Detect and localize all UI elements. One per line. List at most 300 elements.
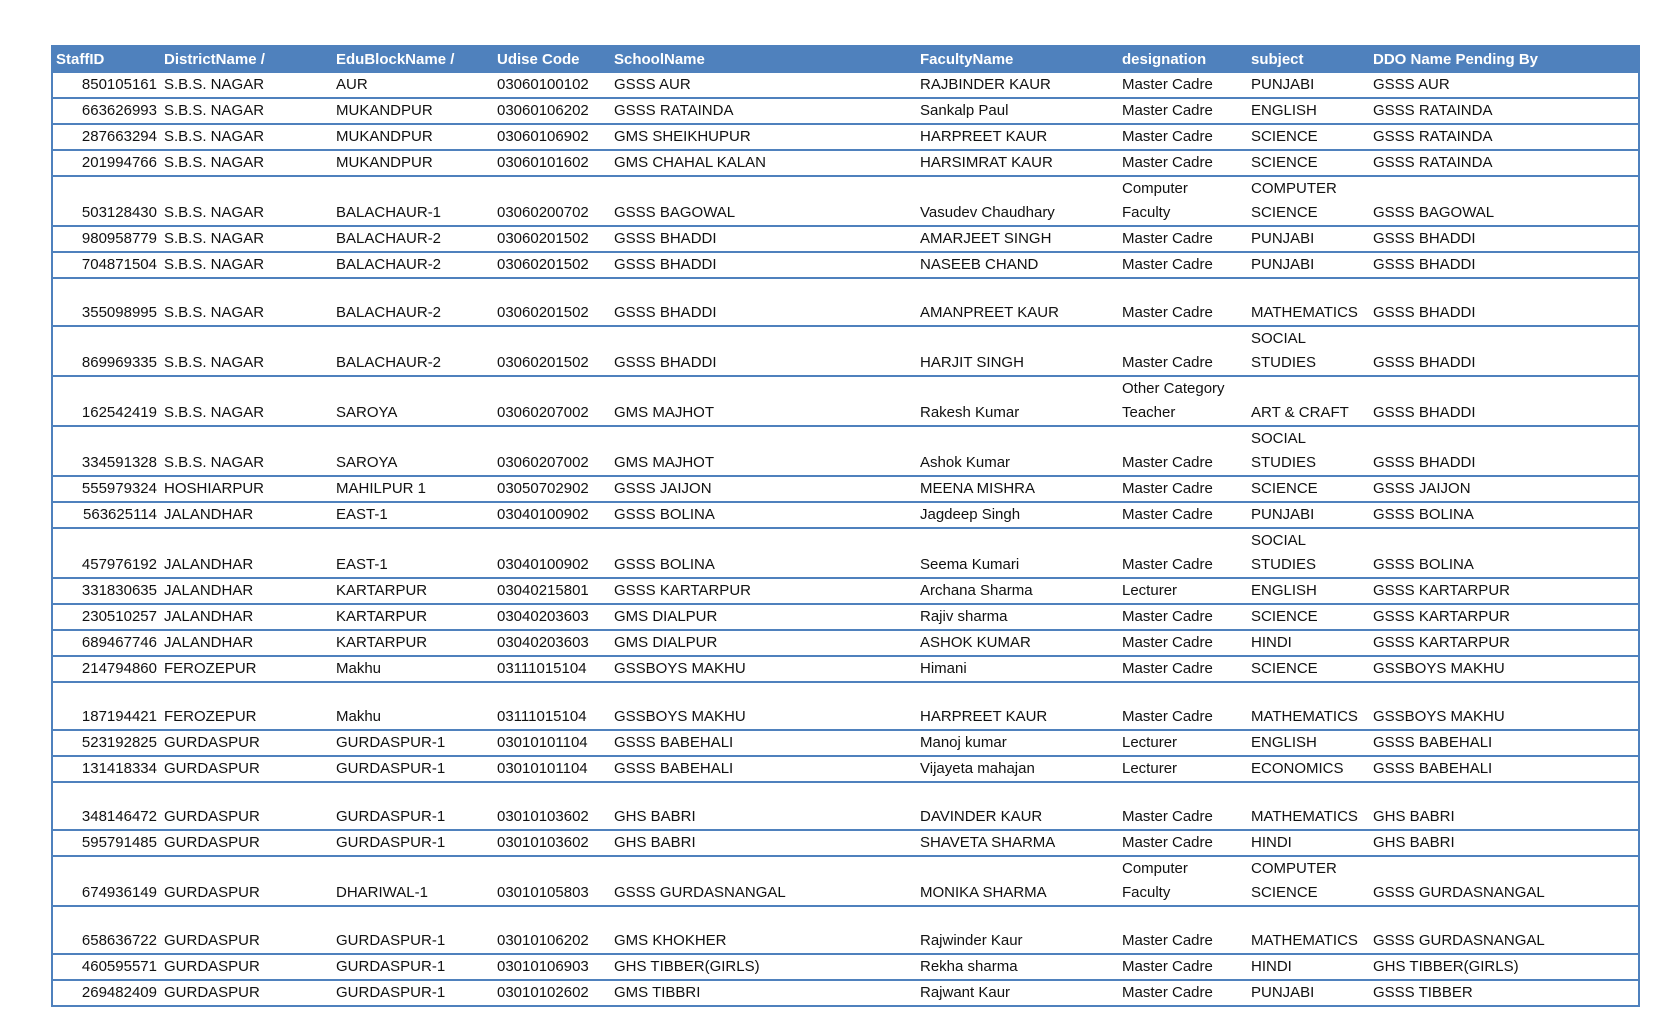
cell-staff-id: 162542419: [81, 404, 157, 421]
cell-faculty: HARPREET KAUR: [920, 708, 1048, 725]
designation-line: Master Cadre: [1122, 256, 1213, 273]
designation-line: Teacher: [1122, 404, 1176, 421]
cell-udise: 03060200702: [497, 204, 589, 221]
cell-block: BALACHAUR-2: [336, 256, 442, 273]
designation-line: Master Cadre: [1122, 354, 1213, 371]
cell-staff-id: 850105161: [81, 76, 157, 93]
cell-school: GHS BABRI: [614, 808, 696, 825]
designation-line: Master Cadre: [1122, 660, 1213, 677]
cell-district: FEROZEPUR: [164, 708, 257, 725]
cell-udise: 03060207002: [497, 404, 589, 421]
subject-line: SCIENCE: [1251, 884, 1318, 901]
cell-faculty: Rajwinder Kaur: [920, 932, 1023, 949]
cell-school: GSSS BABEHALI: [614, 734, 734, 751]
cell-block: EAST-1: [336, 506, 388, 523]
cell-school: GSSBOYS MAKHU: [614, 660, 746, 677]
cell-block: MUKANDPUR: [336, 102, 433, 119]
cell-designation: [1119, 630, 1248, 656]
cell-block: AUR: [336, 76, 368, 93]
cell-ddo: GSSS BABEHALI: [1373, 734, 1493, 751]
cell-district: S.B.S. NAGAR: [164, 454, 265, 471]
col-header-designation: designation: [1119, 47, 1248, 72]
cell-block: BALACHAUR-2: [336, 230, 442, 247]
cell-district: S.B.S. NAGAR: [164, 76, 265, 93]
cell-staff-id: 658636722: [81, 932, 157, 949]
table-row: [53, 376, 1638, 426]
designation-line: Master Cadre: [1122, 128, 1213, 145]
cell-staff-id: 287663294: [81, 128, 157, 145]
designation-line: Master Cadre: [1122, 808, 1213, 825]
table-row: [53, 150, 1638, 176]
cell-school: GSSS BOLINA: [614, 506, 715, 523]
cell-district: JALANDHAR: [164, 556, 254, 573]
subject-line: PUNJABI: [1251, 76, 1315, 93]
table-row: [53, 604, 1638, 630]
cell-faculty: HARJIT SINGH: [920, 354, 1024, 371]
cell-faculty: Himani: [920, 660, 967, 677]
cell-district: HOSHIARPUR: [164, 480, 265, 497]
cell-ddo: GSSS RATAINDA: [1373, 102, 1493, 119]
cell-udise: 03060201502: [497, 304, 589, 321]
cell-block: GURDASPUR-1: [336, 834, 446, 851]
designation-line: Faculty: [1122, 204, 1171, 221]
cell-subject: [1248, 72, 1370, 98]
cell-school: GHS TIBBER(GIRLS): [614, 958, 760, 975]
cell-designation: [1119, 782, 1248, 830]
cell-designation: [1119, 426, 1248, 476]
cell-ddo: GSSS BAGOWAL: [1373, 204, 1495, 221]
table-row: [53, 528, 1638, 578]
cell-faculty: Archana Sharma: [920, 582, 1033, 599]
table-row: [53, 630, 1638, 656]
cell-designation: [1119, 756, 1248, 782]
subject-line: PUNJABI: [1251, 984, 1315, 1001]
designation-line: Master Cadre: [1122, 506, 1213, 523]
cell-designation: [1119, 906, 1248, 954]
col-header-ddo: DDO Name Pending By: [1370, 47, 1638, 72]
cell-ddo: GSSBOYS MAKHU: [1373, 708, 1505, 725]
cell-faculty: Jagdeep Singh: [920, 506, 1021, 523]
cell-district: FEROZEPUR: [164, 660, 257, 677]
cell-faculty: AMARJEET SINGH: [920, 230, 1052, 247]
cell-district: S.B.S. NAGAR: [164, 354, 265, 371]
cell-subject: [1248, 578, 1370, 604]
table-body: [53, 72, 1638, 1005]
cell-staff-id: 704871504: [81, 256, 157, 273]
cell-block: DHARIWAL-1: [336, 884, 428, 901]
cell-subject: [1248, 426, 1370, 476]
staff-table: [53, 47, 1638, 1005]
cell-designation: [1119, 226, 1248, 252]
cell-subject: [1248, 252, 1370, 278]
subject-line: HINDI: [1251, 634, 1292, 651]
cell-udise: 03060106902: [497, 128, 589, 145]
subject-line: ENGLISH: [1251, 582, 1317, 599]
designation-line: Master Cadre: [1122, 634, 1213, 651]
subject-line: ECONOMICS: [1251, 760, 1344, 777]
cell-subject: [1248, 756, 1370, 782]
cell-udise: 03060201502: [497, 256, 589, 273]
cell-staff-id: 980958779: [81, 230, 157, 247]
cell-staff-id: 334591328: [81, 454, 157, 471]
table-row: [53, 476, 1638, 502]
subject-line: SCIENCE: [1251, 660, 1318, 677]
table-row: [53, 682, 1638, 730]
table-row: [53, 252, 1638, 278]
table-row: [53, 730, 1638, 756]
cell-ddo: GSSS BHADDI: [1373, 454, 1476, 471]
cell-subject: [1248, 980, 1370, 1005]
cell-block: GURDASPUR-1: [336, 760, 446, 777]
subject-line: SCIENCE: [1251, 128, 1318, 145]
cell-udise: 03060207002: [497, 454, 589, 471]
cell-school: GMS DIALPUR: [614, 608, 718, 625]
table-row: [53, 226, 1638, 252]
cell-designation: [1119, 856, 1248, 906]
cell-udise: 03010106903: [497, 958, 589, 975]
cell-block: EAST-1: [336, 556, 388, 573]
cell-school: GSSS BHADDI: [614, 230, 717, 247]
cell-designation: [1119, 730, 1248, 756]
cell-school: GMS CHAHAL KALAN: [614, 154, 766, 171]
cell-designation: [1119, 252, 1248, 278]
cell-block: Makhu: [336, 660, 382, 677]
subject-line: MATHEMATICS: [1251, 808, 1358, 825]
designation-line: Lecturer: [1122, 582, 1178, 599]
cell-staff-id: 563625114: [83, 506, 157, 523]
cell-ddo: GSSS JAIJON: [1373, 480, 1471, 497]
subject-line: SOCIAL: [1251, 532, 1307, 549]
cell-subject: [1248, 782, 1370, 830]
cell-udise: 03060201502: [497, 230, 589, 247]
cell-subject: [1248, 830, 1370, 856]
cell-block: GURDASPUR-1: [336, 932, 446, 949]
table-row: [53, 326, 1638, 376]
cell-staff-id: 663626993: [81, 102, 157, 119]
cell-designation: [1119, 980, 1248, 1005]
cell-staff-id: 187194421: [81, 708, 157, 725]
cell-faculty: RAJBINDER KAUR: [920, 76, 1051, 93]
cell-designation: [1119, 656, 1248, 682]
cell-district: S.B.S. NAGAR: [164, 128, 265, 145]
cell-subject: [1248, 954, 1370, 980]
cell-block: KARTARPUR: [336, 634, 428, 651]
table-row: [53, 980, 1638, 1005]
cell-faculty: Rajiv sharma: [920, 608, 1008, 625]
cell-block: KARTARPUR: [336, 608, 428, 625]
cell-district: GURDASPUR: [164, 932, 260, 949]
cell-designation: [1119, 830, 1248, 856]
subject-line: SCIENCE: [1251, 480, 1318, 497]
cell-udise: 03050702902: [497, 480, 589, 497]
cell-school: GSSS BAGOWAL: [614, 204, 736, 221]
cell-udise: 03010102602: [497, 984, 589, 1001]
cell-school: GMS SHEIKHUPUR: [614, 128, 751, 145]
cell-staff-id: 457976192: [81, 556, 157, 573]
table-row: [53, 502, 1638, 528]
cell-subject: [1248, 150, 1370, 176]
designation-line: Master Cadre: [1122, 454, 1213, 471]
cell-udise: 03010103602: [497, 834, 589, 851]
cell-faculty: Manoj kumar: [920, 734, 1007, 751]
col-header-school: SchoolName: [611, 47, 917, 72]
cell-staff-id: 674936149: [81, 884, 157, 901]
cell-school: GSSS BHADDI: [614, 256, 717, 273]
cell-designation: [1119, 176, 1248, 226]
cell-district: S.B.S. NAGAR: [164, 230, 265, 247]
subject-line: PUNJABI: [1251, 256, 1315, 273]
designation-line: Computer: [1122, 180, 1188, 197]
cell-staff-id: 131418334: [81, 760, 157, 777]
cell-ddo: GSSS KARTARPUR: [1373, 634, 1510, 651]
cell-designation: [1119, 150, 1248, 176]
subject-line: STUDIES: [1251, 454, 1317, 471]
cell-designation: [1119, 578, 1248, 604]
designation-line: Master Cadre: [1122, 304, 1213, 321]
cell-district: S.B.S. NAGAR: [164, 404, 265, 421]
cell-subject: [1248, 682, 1370, 730]
cell-district: GURDASPUR: [164, 760, 260, 777]
cell-block: GURDASPUR-1: [336, 984, 446, 1001]
subject-line: SOCIAL: [1251, 430, 1307, 447]
designation-line: Master Cadre: [1122, 958, 1213, 975]
cell-staff-id: 348146472: [81, 808, 157, 825]
staff-table-sheet: [51, 45, 1640, 1007]
cell-staff-id: 201994766: [81, 154, 157, 171]
cell-ddo: GSSS KARTARPUR: [1373, 608, 1510, 625]
cell-designation: [1119, 376, 1248, 426]
cell-faculty: Vijayeta mahajan: [920, 760, 1035, 777]
cell-udise: 03040100902: [497, 506, 589, 523]
cell-district: JALANDHAR: [164, 506, 254, 523]
cell-designation: [1119, 326, 1248, 376]
cell-faculty: HARSIMRAT KAUR: [920, 154, 1053, 171]
table-row: [53, 426, 1638, 476]
col-header-subject: subject: [1248, 47, 1370, 72]
cell-subject: [1248, 630, 1370, 656]
cell-faculty: DAVINDER KAUR: [920, 808, 1043, 825]
cell-district: GURDASPUR: [164, 958, 260, 975]
cell-udise: 03060100102: [497, 76, 589, 93]
cell-school: GSSS BHADDI: [614, 354, 717, 371]
subject-line: MATHEMATICS: [1251, 304, 1358, 321]
cell-staff-id: 355098995: [81, 304, 157, 321]
cell-school: GHS BABRI: [614, 834, 696, 851]
subject-line: HINDI: [1251, 958, 1292, 975]
subject-line: HINDI: [1251, 834, 1292, 851]
cell-school: GSSS KARTARPUR: [614, 582, 751, 599]
cell-block: GURDASPUR-1: [336, 808, 446, 825]
col-header-district: DistrictName /: [161, 47, 333, 72]
cell-ddo: GSSS RATAINDA: [1373, 128, 1493, 145]
cell-udise: 03040203603: [497, 634, 589, 651]
subject-line: MATHEMATICS: [1251, 708, 1358, 725]
cell-subject: [1248, 98, 1370, 124]
cell-district: GURDASPUR: [164, 734, 260, 751]
cell-faculty: ASHOK KUMAR: [920, 634, 1031, 651]
cell-faculty: Ashok Kumar: [920, 454, 1011, 471]
cell-subject: [1248, 528, 1370, 578]
cell-staff-id: 214794860: [81, 660, 157, 677]
cell-udise: 03040100902: [497, 556, 589, 573]
cell-school: GSSBOYS MAKHU: [614, 708, 746, 725]
cell-udise: 03060201502: [497, 354, 589, 371]
designation-line: Master Cadre: [1122, 102, 1213, 119]
cell-faculty: Rekha sharma: [920, 958, 1018, 975]
subject-line: MATHEMATICS: [1251, 932, 1358, 949]
cell-ddo: GSSS KARTARPUR: [1373, 582, 1510, 599]
subject-line: SCIENCE: [1251, 608, 1318, 625]
cell-subject: [1248, 124, 1370, 150]
table-row: [53, 124, 1638, 150]
designation-line: Master Cadre: [1122, 834, 1213, 851]
cell-subject: [1248, 476, 1370, 502]
cell-faculty: NASEEB CHAND: [920, 256, 1039, 273]
cell-faculty: HARPREET KAUR: [920, 128, 1048, 145]
table-row: [53, 856, 1638, 906]
designation-line: Master Cadre: [1122, 932, 1213, 949]
cell-faculty: Rakesh Kumar: [920, 404, 1020, 421]
table-row: [53, 98, 1638, 124]
designation-line: Lecturer: [1122, 760, 1178, 777]
cell-district: S.B.S. NAGAR: [164, 154, 265, 171]
cell-district: S.B.S. NAGAR: [164, 204, 265, 221]
cell-ddo: GSSS BABEHALI: [1373, 760, 1493, 777]
cell-faculty: Sankalp Paul: [920, 102, 1009, 119]
table-row: [53, 906, 1638, 954]
cell-ddo: GSSS TIBBER: [1373, 984, 1473, 1001]
cell-staff-id: 230510257: [81, 608, 157, 625]
cell-faculty: MONIKA SHARMA: [920, 884, 1047, 901]
cell-block: KARTARPUR: [336, 582, 428, 599]
cell-district: S.B.S. NAGAR: [164, 304, 265, 321]
cell-district: GURDASPUR: [164, 834, 260, 851]
cell-faculty: MEENA MISHRA: [920, 480, 1036, 497]
cell-subject: [1248, 656, 1370, 682]
col-header-faculty: FacultyName: [917, 47, 1119, 72]
cell-subject: [1248, 856, 1370, 906]
cell-ddo: GHS BABRI: [1373, 834, 1455, 851]
cell-staff-id: 503128430: [81, 204, 157, 221]
table-row: [53, 656, 1638, 682]
cell-faculty: Vasudev Chaudhary: [920, 204, 1055, 221]
table-row: [53, 578, 1638, 604]
subject-line: SOCIAL: [1251, 330, 1307, 347]
cell-designation: [1119, 476, 1248, 502]
cell-block: MUKANDPUR: [336, 154, 433, 171]
cell-school: GMS MAJHOT: [614, 454, 714, 471]
cell-ddo: GSSBOYS MAKHU: [1373, 660, 1505, 677]
designation-line: Other Category: [1122, 380, 1225, 397]
cell-school: GSSS GURDASNANGAL: [614, 884, 786, 901]
col-header-block: EduBlockName /: [333, 47, 494, 72]
cell-udise: 03060106202: [497, 102, 589, 119]
cell-district: S.B.S. NAGAR: [164, 256, 265, 273]
cell-designation: [1119, 72, 1248, 98]
cell-school: GSSS BOLINA: [614, 556, 715, 573]
designation-line: Master Cadre: [1122, 230, 1213, 247]
cell-udise: 03111015104: [497, 660, 587, 677]
cell-staff-id: 460595571: [81, 958, 157, 975]
cell-ddo: GSSS BOLINA: [1373, 506, 1474, 523]
cell-udise: 03040215801: [497, 582, 589, 599]
cell-ddo: GSSS RATAINDA: [1373, 154, 1493, 171]
table-row: [53, 756, 1638, 782]
cell-subject: [1248, 604, 1370, 630]
cell-district: JALANDHAR: [164, 634, 254, 651]
cell-udise: 03010105803: [497, 884, 589, 901]
designation-line: Computer: [1122, 860, 1188, 877]
cell-subject: [1248, 730, 1370, 756]
cell-faculty: SHAVETA SHARMA: [920, 834, 1056, 851]
cell-staff-id: 689467746: [81, 634, 157, 651]
table-row: [53, 72, 1638, 98]
cell-subject: [1248, 226, 1370, 252]
designation-line: Faculty: [1122, 884, 1171, 901]
cell-school: GSSS BABEHALI: [614, 760, 734, 777]
cell-ddo: GHS TIBBER(GIRLS): [1373, 958, 1519, 975]
cell-school: GSSS BHADDI: [614, 304, 717, 321]
cell-udise: 03060101602: [497, 154, 589, 171]
cell-staff-id: 523192825: [81, 734, 157, 751]
cell-district: JALANDHAR: [164, 608, 254, 625]
table-row: [53, 782, 1638, 830]
table-row: [53, 176, 1638, 226]
cell-subject: [1248, 906, 1370, 954]
designation-line: Master Cadre: [1122, 154, 1213, 171]
subject-line: STUDIES: [1251, 354, 1317, 371]
cell-ddo: GSSS BHADDI: [1373, 230, 1476, 247]
cell-designation: [1119, 954, 1248, 980]
cell-district: JALANDHAR: [164, 582, 254, 599]
cell-staff-id: 269482409: [81, 984, 157, 1001]
cell-designation: [1119, 124, 1248, 150]
cell-ddo: GSSS BOLINA: [1373, 556, 1474, 573]
cell-school: GSSS JAIJON: [614, 480, 712, 497]
cell-school: GSSS RATAINDA: [614, 102, 734, 119]
cell-designation: [1119, 682, 1248, 730]
cell-block: GURDASPUR-1: [336, 958, 446, 975]
table-header-row: [53, 47, 1638, 72]
subject-line: PUNJABI: [1251, 506, 1315, 523]
cell-staff-id: 331830635: [81, 582, 157, 599]
cell-ddo: GSSS BHADDI: [1373, 256, 1476, 273]
cell-faculty: AMANPREET KAUR: [920, 304, 1059, 321]
cell-block: BALACHAUR-2: [336, 354, 442, 371]
cell-ddo: GSSS BHADDI: [1373, 404, 1476, 421]
cell-district: GURDASPUR: [164, 984, 260, 1001]
cell-block: MAHILPUR 1: [336, 480, 427, 497]
cell-faculty: Rajwant Kaur: [920, 984, 1011, 1001]
cell-udise: 03111015104: [497, 708, 587, 725]
cell-ddo: GSSS GURDASNANGAL: [1373, 884, 1545, 901]
subject-line: ENGLISH: [1251, 734, 1317, 751]
cell-subject: [1248, 176, 1370, 226]
cell-designation: [1119, 528, 1248, 578]
designation-line: Master Cadre: [1122, 480, 1213, 497]
cell-school: GMS DIALPUR: [614, 634, 718, 651]
cell-block: SAROYA: [336, 454, 398, 471]
cell-ddo: GHS BABRI: [1373, 808, 1455, 825]
cell-designation: [1119, 502, 1248, 528]
cell-ddo: GSSS GURDASNANGAL: [1373, 932, 1545, 949]
table-row: [53, 954, 1638, 980]
cell-district: S.B.S. NAGAR: [164, 102, 265, 119]
subject-line: SCIENCE: [1251, 154, 1318, 171]
designation-line: Master Cadre: [1122, 608, 1213, 625]
designation-line: Master Cadre: [1122, 708, 1213, 725]
cell-udise: 03010103602: [497, 808, 589, 825]
